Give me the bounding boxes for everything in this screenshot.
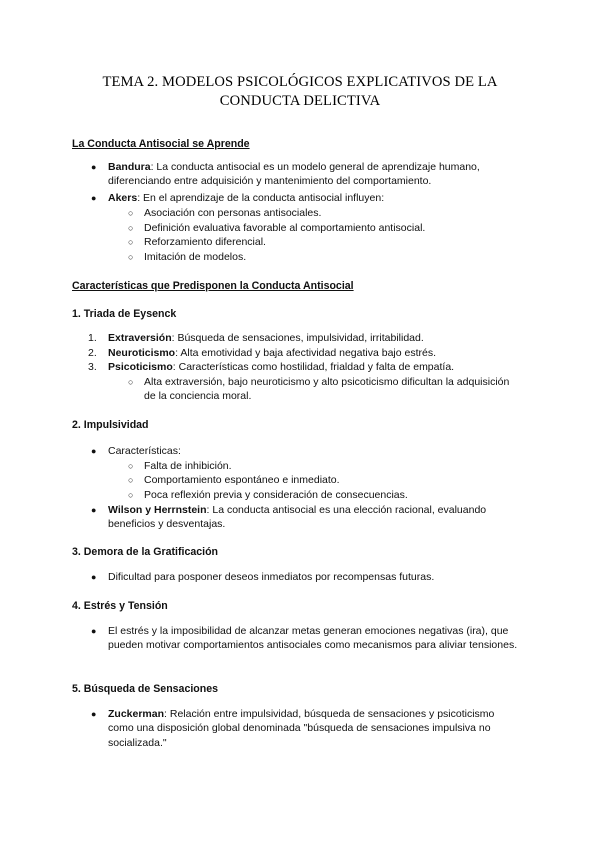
sub-list-item: ○ Poca reflexión previa y consideración de consecuencias. [128,489,408,501]
subsection-heading-demora: 3. Demora de la Gratificación [72,546,219,558]
list-item-zuckerman: ● Zuckerman: Relación entre impulsividad, búsqueda de sensaciones y psicoticismo como una disposición global denominada "búsqueda de sensaciones impulsiva no socializada." [91,708,495,749]
circle-bullet-icon: ○ [128,237,134,247]
sub-list-item: ○ Definición evaluativa favorable al comportamiento antisocial. [128,222,426,234]
circle-bullet-icon: ○ [128,490,134,500]
list-item-bandura: ● Bandura: La conducta antisocial es un modelo general de aprendizaje humano, diferenciando entre adquisición y mantenimiento del comportamiento. [91,161,480,188]
bullet-icon: ● [91,162,97,172]
circle-bullet-icon: ○ [128,208,134,218]
subsection-heading-estres: 4. Estrés y Tensión [72,600,168,612]
bullet-icon: ● [91,709,97,719]
numbered-item-extraversion: 1. Extraversión: Búsqueda de sensaciones, impulsividad, irritabilidad. [88,332,424,344]
section-heading-caracteristicas: Características que Predisponen la Conducta Antisocial [72,280,354,292]
circle-bullet-icon: ○ [128,377,134,387]
numbered-item-psicoticismo: 3. Psicoticismo: Características como hostilidad, frialdad y falta de empatía. [88,361,455,373]
bullet-icon: ● [91,505,97,515]
circle-bullet-icon: ○ [128,223,134,233]
sub-list-item: ○ Comportamiento espontáneo e inmediato. [128,474,340,486]
list-item-demora: ● Dificultad para posponer deseos inmediatos por recompensas futuras. [91,571,435,583]
bullet-icon: ● [91,446,97,456]
circle-bullet-icon: ○ [128,252,134,262]
bullet-icon: ● [91,193,97,203]
numbered-item-neuroticismo: 2. Neuroticismo: Alta emotividad y baja afectividad negativa bajo estrés. [88,347,437,359]
list-item-estres: ● El estrés y la imposibilidad de alcanzar metas generan emociones negativas (ira), que pueden motivar comportamientos antisociales como mecanismos para aliviar tensiones. [91,625,518,652]
circle-bullet-icon: ○ [128,475,134,485]
subsection-heading-busqueda: 5. Búsqueda de Sensaciones [72,683,219,695]
page-title: TEMA 2. MODELOS PSICOLÓGICOS EXPLICATIVOS DE LA CONDUCTA DELICTIVA [102,74,498,109]
circle-bullet-icon: ○ [128,461,134,471]
list-item-caracteristicas: ● Características: [91,445,181,457]
sub-list-item: ○ Imitación de modelos. [128,251,247,263]
bullet-icon: ● [91,572,97,582]
subsection-heading-impulsividad: 2. Impulsividad [72,419,149,431]
list-item-akers: ● Akers: En el aprendizaje de la conducta antisocial influyen: [91,192,385,204]
sub-list-item: ○ Reforzamiento diferencial. [128,236,266,248]
subsection-heading-eysenck: 1. Triada de Eysenck [72,308,177,320]
bullet-icon: ● [91,626,97,636]
sub-list-item: ○ Asociación con personas antisociales. [128,207,322,219]
section-heading-aprende: La Conducta Antisocial se Aprende [72,138,250,150]
sub-list-item: ○ Alta extraversión, bajo neuroticismo y alto psicoticismo dificultan la adquisición de la conciencia moral. [128,376,510,403]
sub-list-item: ○ Falta de inhibición. [128,460,232,472]
list-item-wilson-herrnstein: ● Wilson y Herrnstein: La conducta antisocial es una elección racional, evaluando beneficios y desventajas. [91,504,487,531]
